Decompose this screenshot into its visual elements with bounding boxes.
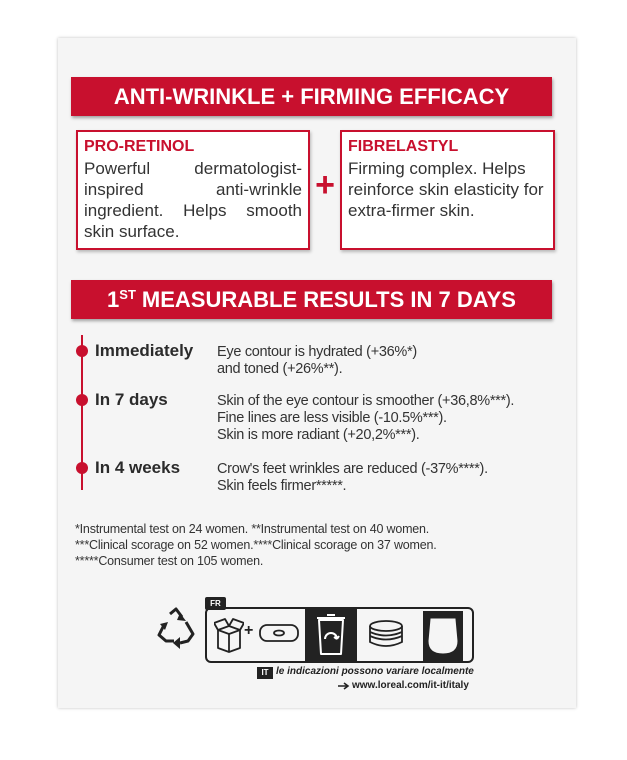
- footnote-line: *****Consumer test on 105 women.: [75, 554, 264, 568]
- footnote-line: *Instrumental test on 24 women. **Instrumental test on 40 women.: [75, 522, 430, 536]
- timeline-dot: [76, 462, 88, 474]
- arrow-right-icon: [338, 682, 350, 690]
- timeline-dot: [76, 394, 88, 406]
- pro-retinol-text: Powerful dermatologist-inspired anti-wrinkle ingredient. Helps smooth skin surface.: [84, 159, 302, 241]
- timeline-desc-4-weeks: [217, 461, 488, 495]
- timeline-line-text: Skin of the eye contour is smoother (+36,8%***).: [217, 393, 515, 409]
- italy-note: le indicazioni possono variare localmente: [276, 666, 474, 677]
- timeline-line-text: Eye contour is hydrated (+36%*): [217, 344, 417, 360]
- recycle-arrow-icon: [152, 605, 200, 653]
- recycling-bin-icon: [313, 612, 349, 658]
- timeline-label-immediately: Immediately: [95, 341, 194, 360]
- efficacy-banner: ANTI-WRINKLE + FIRMING EFFICACY: [71, 77, 552, 116]
- country-tag-fr: FR: [205, 597, 226, 610]
- website-url: www.loreal.com/it-it/italy: [352, 680, 469, 691]
- timeline-dot: [76, 345, 88, 357]
- pro-retinol-box: [76, 130, 310, 250]
- jar-icon: [366, 615, 406, 655]
- timeline-line-text: Fine lines are less visible (-10.5%***).: [217, 410, 447, 426]
- timeline-label-4-weeks: In 4 weeks: [95, 458, 181, 477]
- fibrelastyl-title: FIBRELASTYL: [348, 138, 459, 155]
- tube-icon: [258, 622, 300, 644]
- fibrelastyl-text: Firming complex. Helps reinforce skin elasticity for extra-firmer skin.: [348, 159, 544, 220]
- timeline-label-7-days: In 7 days: [95, 390, 168, 409]
- results-banner: [71, 280, 552, 319]
- footnote-line: ***Clinical scorage on 52 women.****Clinical scorage on 37 women.: [75, 538, 437, 552]
- results-banner-text: MEASURABLE RESULTS IN 7 DAYS: [141, 287, 516, 312]
- plus-sign: +: [315, 166, 335, 204]
- results-banner-superscript: ST: [119, 287, 136, 302]
- footnotes: [75, 521, 437, 569]
- timeline-desc-immediately: [217, 344, 417, 378]
- recycling-plus: +: [244, 622, 254, 639]
- box-icon: [214, 614, 244, 656]
- timeline-line-text: Crow's feet wrinkles are reduced (-37%****).: [217, 461, 488, 477]
- timeline-line-text: and toned (+26%**).: [217, 361, 343, 377]
- timeline-line-text: Skin feels firmer*****.: [217, 478, 347, 494]
- timeline-desc-7-days: [217, 393, 514, 444]
- fibrelastyl-box: [340, 130, 555, 250]
- italy-tag: IT: [257, 667, 273, 679]
- lid-icon: [423, 611, 463, 661]
- pro-retinol-title: PRO-RETINOL: [84, 138, 195, 155]
- results-banner-number: 1: [107, 287, 120, 312]
- timeline-line-text: Skin is more radiant (+20,2%***).: [217, 427, 420, 443]
